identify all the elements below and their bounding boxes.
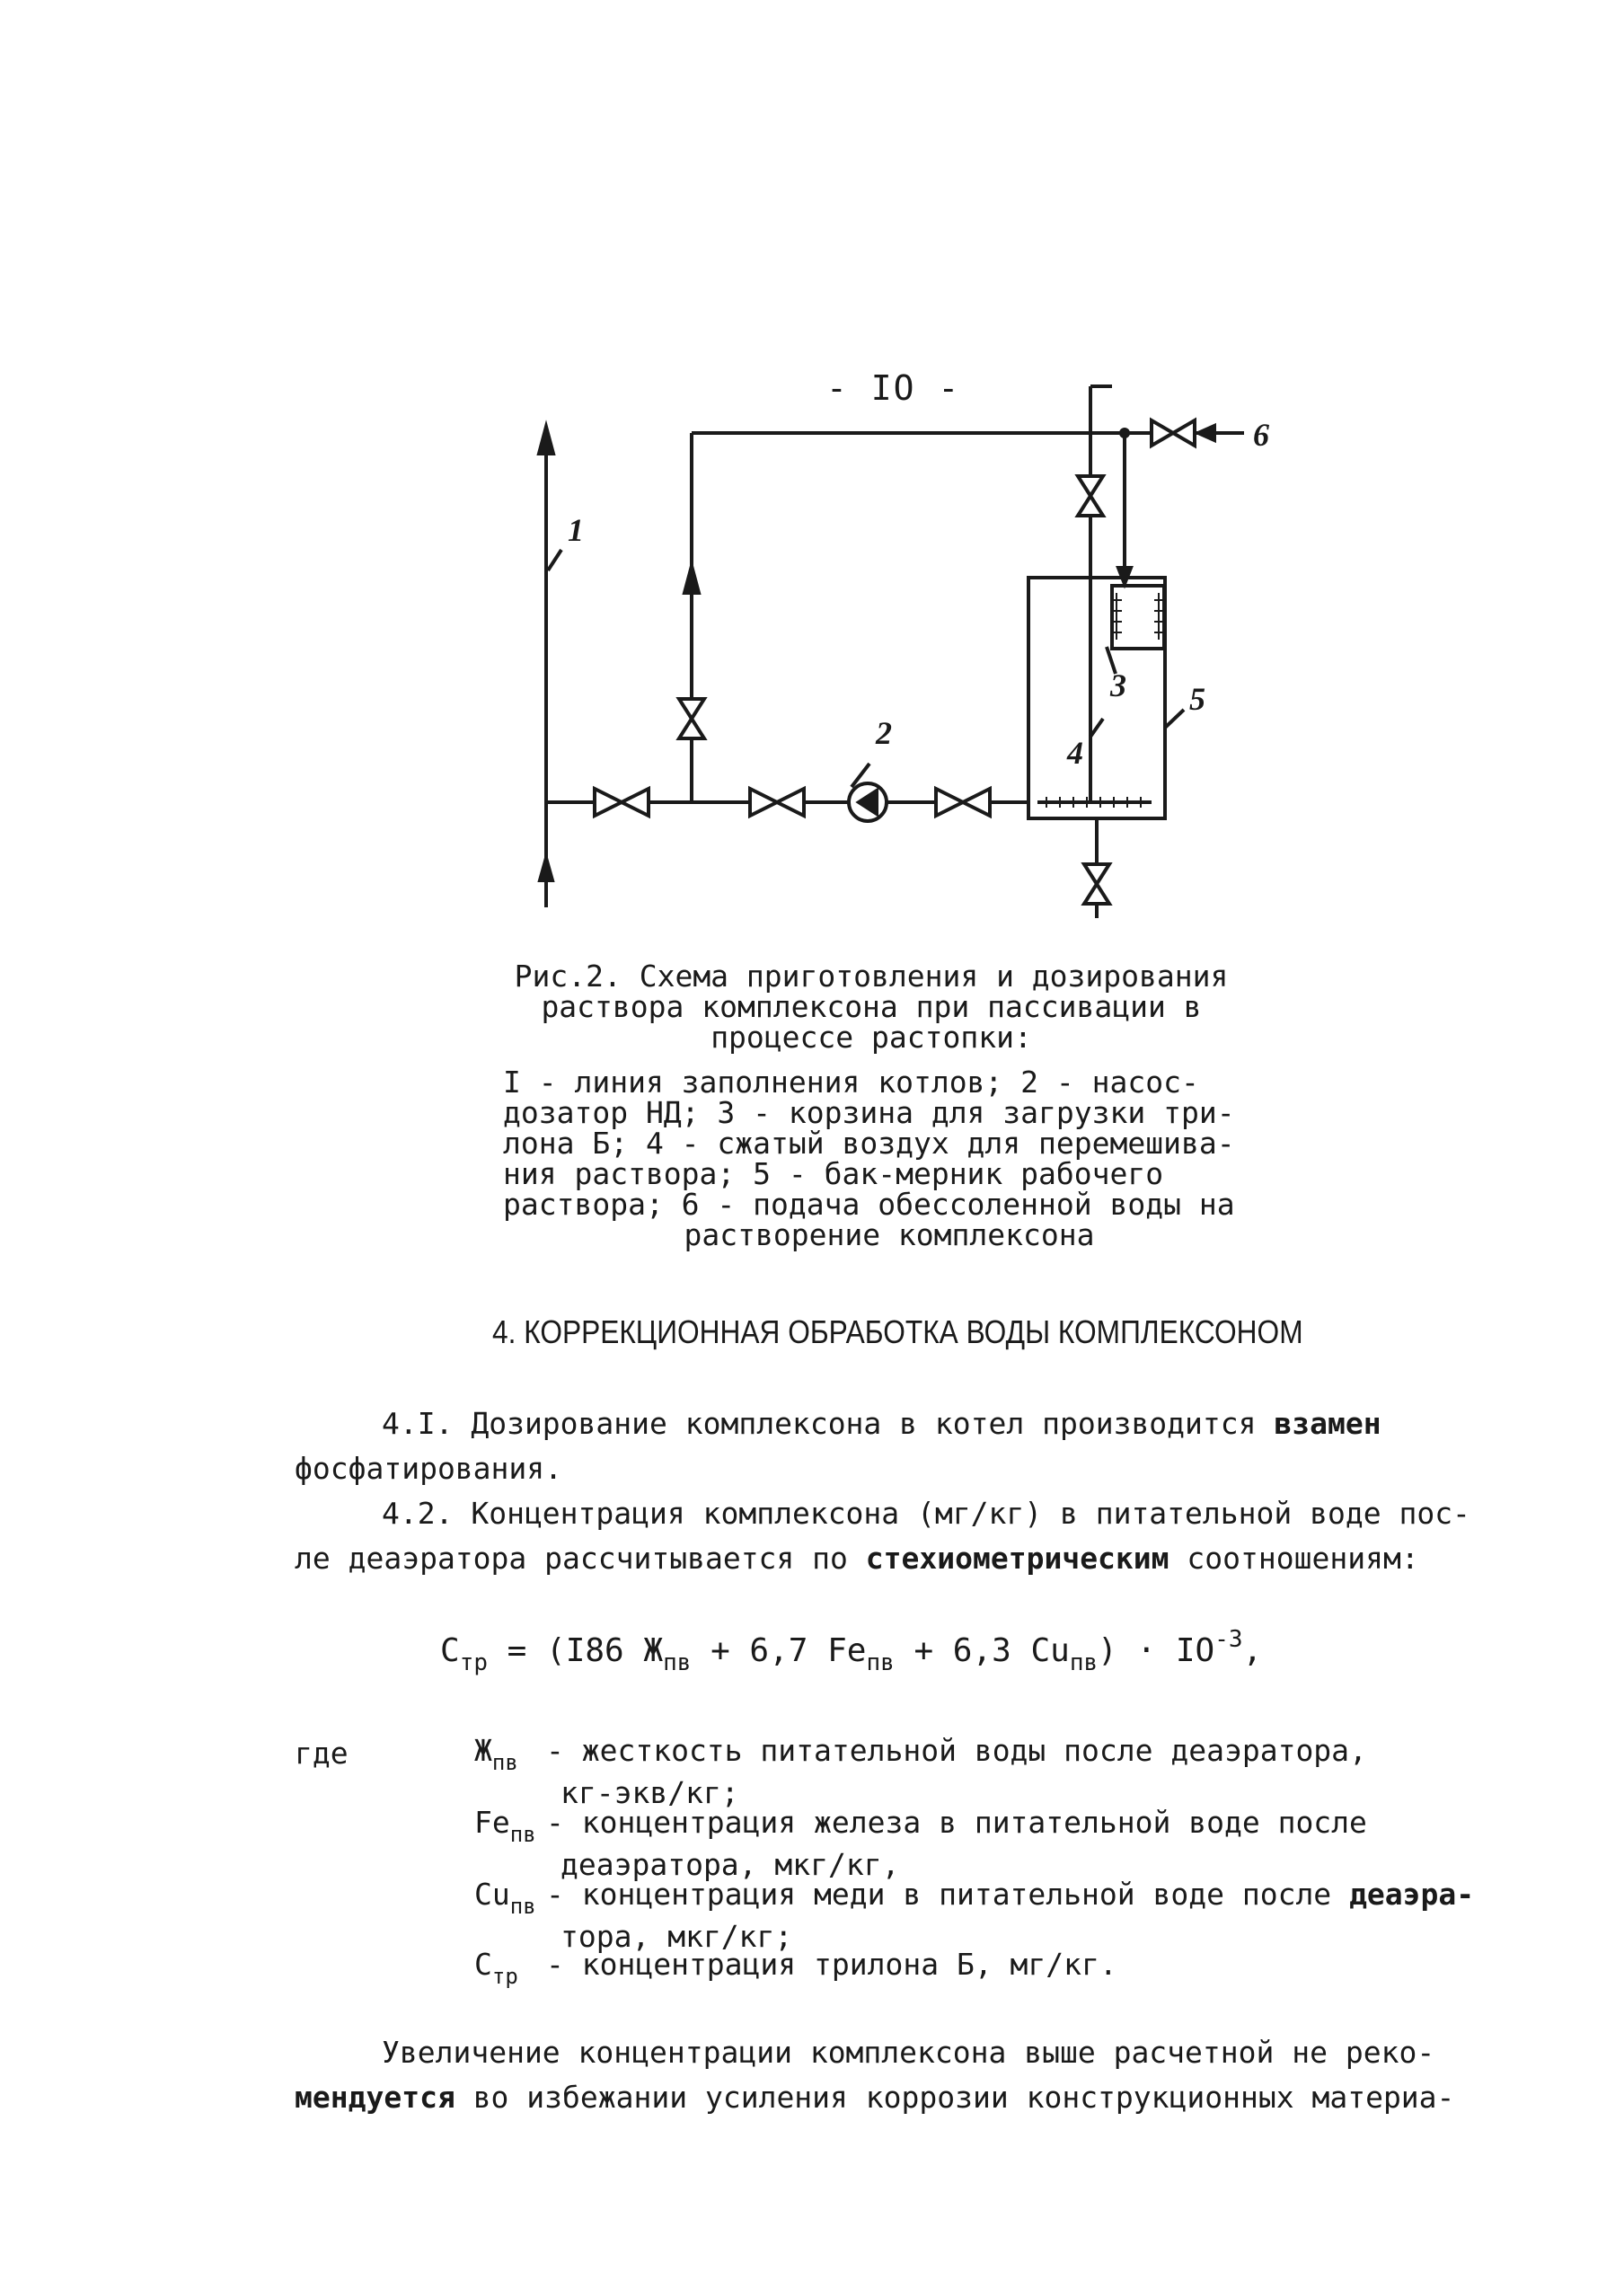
formula-part: + 6,3 Cu <box>894 1632 1070 1669</box>
formula-part: + 6,7 Fe <box>691 1632 867 1669</box>
label-1: 1 <box>568 512 584 548</box>
paragraph-text: соотношениям: <box>1187 1541 1419 1576</box>
arrow-up-icon <box>539 427 553 454</box>
label-6: 6 <box>1253 417 1269 453</box>
formula-sub: пв <box>1069 1649 1099 1676</box>
definition-trilon <box>474 1949 1117 1992</box>
definition-text: - жесткость питательной воды после деаэратора, <box>546 1733 1367 1768</box>
definition-symbol <box>474 1879 546 1922</box>
caption-line: процессе растопки: <box>710 1020 1032 1055</box>
paragraph-4-2-line-2 <box>295 1536 1419 1581</box>
figure-legend <box>503 1067 1275 1251</box>
page-number: - IO - <box>826 368 961 408</box>
section-heading: 4. КОРРЕКЦИОННАЯ ОБРАБОТКА ВОДЫ КОМПЛЕКСОНОМ <box>492 1313 1303 1350</box>
formula-sub: пв <box>663 1649 692 1676</box>
legend-line: раствора; 6 - подача обессоленной воды на <box>503 1187 1235 1222</box>
definition-text: - концентрация меди в питательной воде после <box>546 1877 1332 1912</box>
caption-line: раствора комплексона при пассивации в <box>541 989 1202 1024</box>
definition-symbol <box>474 1949 546 1992</box>
formula-part: ) · IO <box>1098 1632 1215 1669</box>
arrow-up-icon <box>684 566 699 593</box>
valve-icon <box>595 789 649 816</box>
symbol-text: С <box>474 1947 492 1982</box>
formula-sub: тр <box>459 1649 488 1676</box>
valve-icon <box>936 789 990 816</box>
formula-part: = (I86 Ж <box>488 1632 664 1669</box>
paragraph-text: 4.I. Дозирование комплексона в котел производится <box>382 1406 1257 1441</box>
paragraph-text-bold: стехиометрическим <box>865 1541 1169 1576</box>
trilon-basket <box>1112 586 1164 649</box>
legend-line: лона Б; 4 - сжатый воздух для перемешива- <box>503 1126 1235 1161</box>
measuring-tank <box>1028 578 1165 818</box>
paragraph-4-2-line-1: 4.2. Концентрация комплексона (мг/кг) в питательной воде пос- <box>382 1496 1470 1531</box>
paragraph-4-1-line-1 <box>382 1401 1381 1446</box>
definition-continuation: тора, мкг/кг; <box>560 1919 793 1954</box>
label-2: 2 <box>876 715 892 751</box>
stoichiometric-formula <box>440 1626 1262 1676</box>
valve-icon <box>1084 864 1109 904</box>
caption-line: Рис.2. Схема приготовления и дозирования <box>514 959 1229 994</box>
formula-exp: -3 <box>1214 1626 1243 1653</box>
valve-icon <box>1152 420 1195 446</box>
legend-line: растворение комплексона <box>684 1217 1095 1252</box>
definition-continuation: деаэратора, мкг/кг, <box>560 1847 900 1882</box>
valve-icon <box>1078 476 1103 516</box>
valve-icon <box>750 789 804 816</box>
arrow-up-icon <box>540 858 552 880</box>
symbol-sub: тр <box>491 1964 518 1989</box>
definition-text-bold: деаэра- <box>1349 1877 1475 1912</box>
formula-part: С <box>440 1632 460 1669</box>
label-5: 5 <box>1189 681 1205 717</box>
definition-symbol <box>474 1807 546 1850</box>
definition-iron <box>474 1807 1367 1880</box>
definition-hardness <box>474 1733 1367 1810</box>
symbol-sub: пв <box>509 1822 536 1847</box>
where-label: где <box>295 1736 349 1771</box>
definition-copper <box>474 1879 1474 1952</box>
closing-line-2 <box>295 2075 1454 2120</box>
valve-icon <box>679 699 704 738</box>
symbol-text: Fe <box>474 1805 510 1840</box>
formula-sub: пв <box>866 1649 895 1676</box>
symbol-sub: пв <box>491 1750 518 1775</box>
paragraph-text-bold: взамен <box>1274 1406 1381 1441</box>
closing-text-bold: мендуется <box>295 2080 455 2115</box>
arrow-left-icon <box>1198 426 1214 440</box>
symbol-text: Ж <box>474 1733 492 1768</box>
legend-line: I - линия заполнения котлов; 2 - насос- <box>503 1065 1199 1100</box>
legend-line: ния раствора; 5 - бак-мерник рабочего <box>503 1156 1164 1191</box>
paragraph-text: ле деаэратора рассчитывается по <box>295 1541 848 1576</box>
paragraph-4-1-line-2: фосфатирования. <box>295 1451 563 1486</box>
closing-text: во избежании усиления коррозии конструкционных материа- <box>472 2080 1455 2115</box>
figure-caption <box>449 961 1293 1053</box>
label-3: 3 <box>1110 667 1126 703</box>
label-4: 4 <box>1067 735 1083 771</box>
definition-continuation: кг-экв/кг; <box>560 1775 739 1810</box>
closing-line-1: Увеличение концентрации комплексона выше расчетной не реко- <box>382 2035 1435 2070</box>
symbol-text: Cu <box>474 1877 510 1912</box>
definition-text: - концентрация железа в питательной воде после <box>546 1805 1367 1840</box>
definition-text: - концентрация трилона Б, мг/кг. <box>546 1947 1117 1982</box>
symbol-sub: пв <box>509 1894 536 1919</box>
formula-part: , <box>1242 1632 1263 1669</box>
legend-line: дозатор НД; 3 - корзина для загрузки три- <box>503 1095 1235 1130</box>
definition-symbol <box>474 1733 546 1778</box>
